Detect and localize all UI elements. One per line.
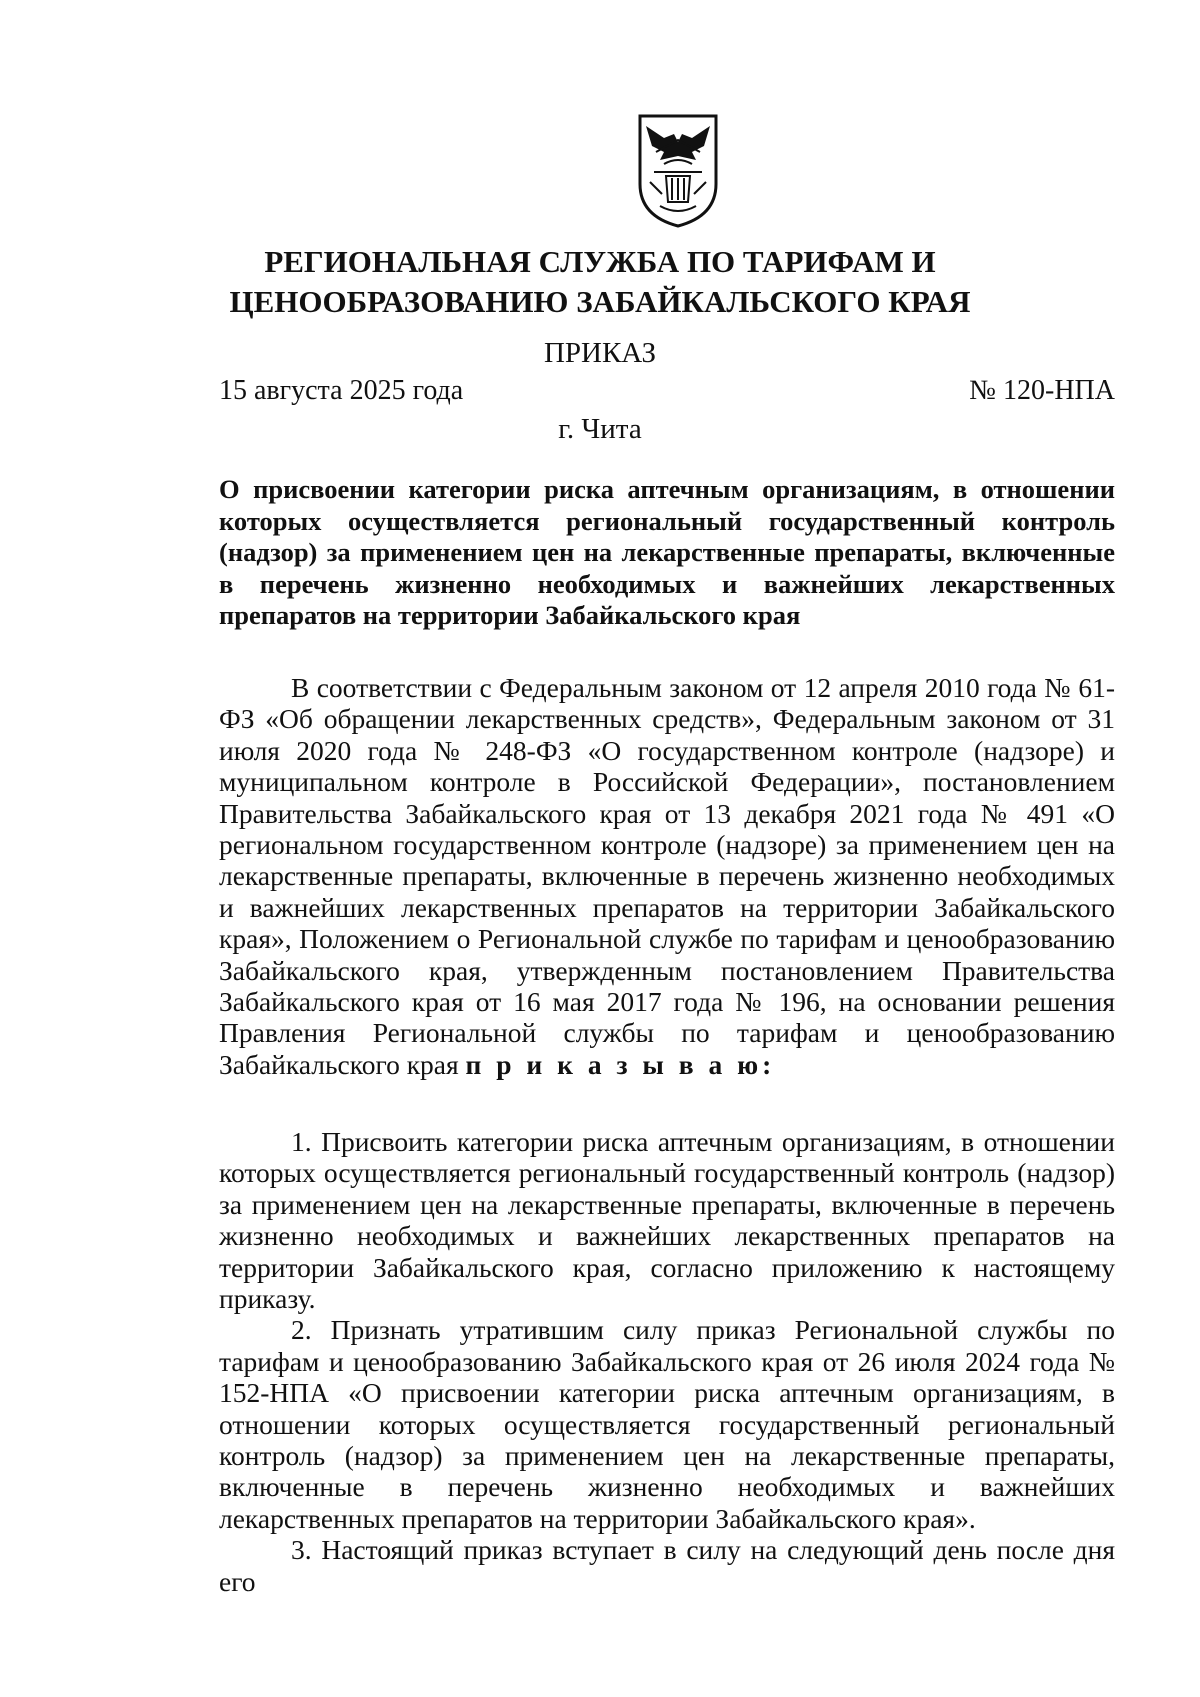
order-word: п р и к а з ы в а ю: [465,1048,776,1080]
preamble-text: В соответствии с Федеральным законом от 12 апреля 2010 года № 61-ФЗ «Об обращении лекарственных средств», Федеральным законом от 31 июля 2020 года № 248-ФЗ «О государственном контроле (надзоре) и муниципальном контроле в Российской Федерации», постановлением Правительства Забайкальского края от 13 декабря 2021 года № 491 «О региональном государственном контроле (надзоре) за применением цен на лекарственные препараты, включенные в перечень жизненно необходимых и важнейших лекарственных препаратов на территории Забайкальского края», Положением о Региональной службе по тарифам и ценообразованию Забайкальского края, утвержденным постановлением Правительства Забайкальского края от 16 мая 2017 года № 196, на основании решения Правления Региональной службы по тарифам и ценообразованию Забайкальского края [219,672,1115,1080]
document-place: г. Чита [558,413,642,445]
document-date: 15 августа 2025 года [219,375,464,406]
order-item-2: 2. Признать утратившим силу приказ Региональной службы по тарифам и ценообразованию Забайкальского края от 26 июля 2024 года № 152-НПА «О присвоении категории риска аптечным организациям, в отношении которых осуществляется государственный региональный контроль (надзор) за применением цен на лекарственные препараты, включенные в перечень жизненно необходимых и важнейших лекарственных препаратов на территории Забайкальского края». [219,1314,1115,1534]
organization-title-line-2: ЦЕНООБРАЗОВАНИЮ ЗАБАЙКАЛЬСКОГО КРАЯ [229,284,971,319]
coat-of-arms-icon [634,112,722,230]
organization-title-line-1: РЕГИОНАЛЬНАЯ СЛУЖБА ПО ТАРИФАМ И [264,244,936,279]
document-subject: О присвоении категории риска аптечным организациям, в отношении которых осуществляется региональный государственный контроль (надзор) за применением цен на лекарственные препараты, включенные в перечень жизненно необходимых и важнейших лекарственных препаратов на территории Забайкальского края [219,474,1115,630]
preamble-paragraph [219,672,1115,1080]
order-item-3: 3. Настоящий приказ вступает в силу на следующий день после дня его [219,1534,1115,1597]
document-type: ПРИКАЗ [543,337,657,369]
preamble [219,672,1115,1080]
order-item-1: 1. Присвоить категории риска аптечным организациям, в отношении которых осуществляется региональный государственный контроль (надзор) за применением цен на лекарственные препараты, включенные в перечень жизненно необходимых и важнейших лекарственных препаратов на территории Забайкальского края, согласно приложению к настоящему приказу. [219,1126,1115,1315]
order-items [219,1126,1115,1597]
document-number: № 120-НПА [969,375,1115,406]
